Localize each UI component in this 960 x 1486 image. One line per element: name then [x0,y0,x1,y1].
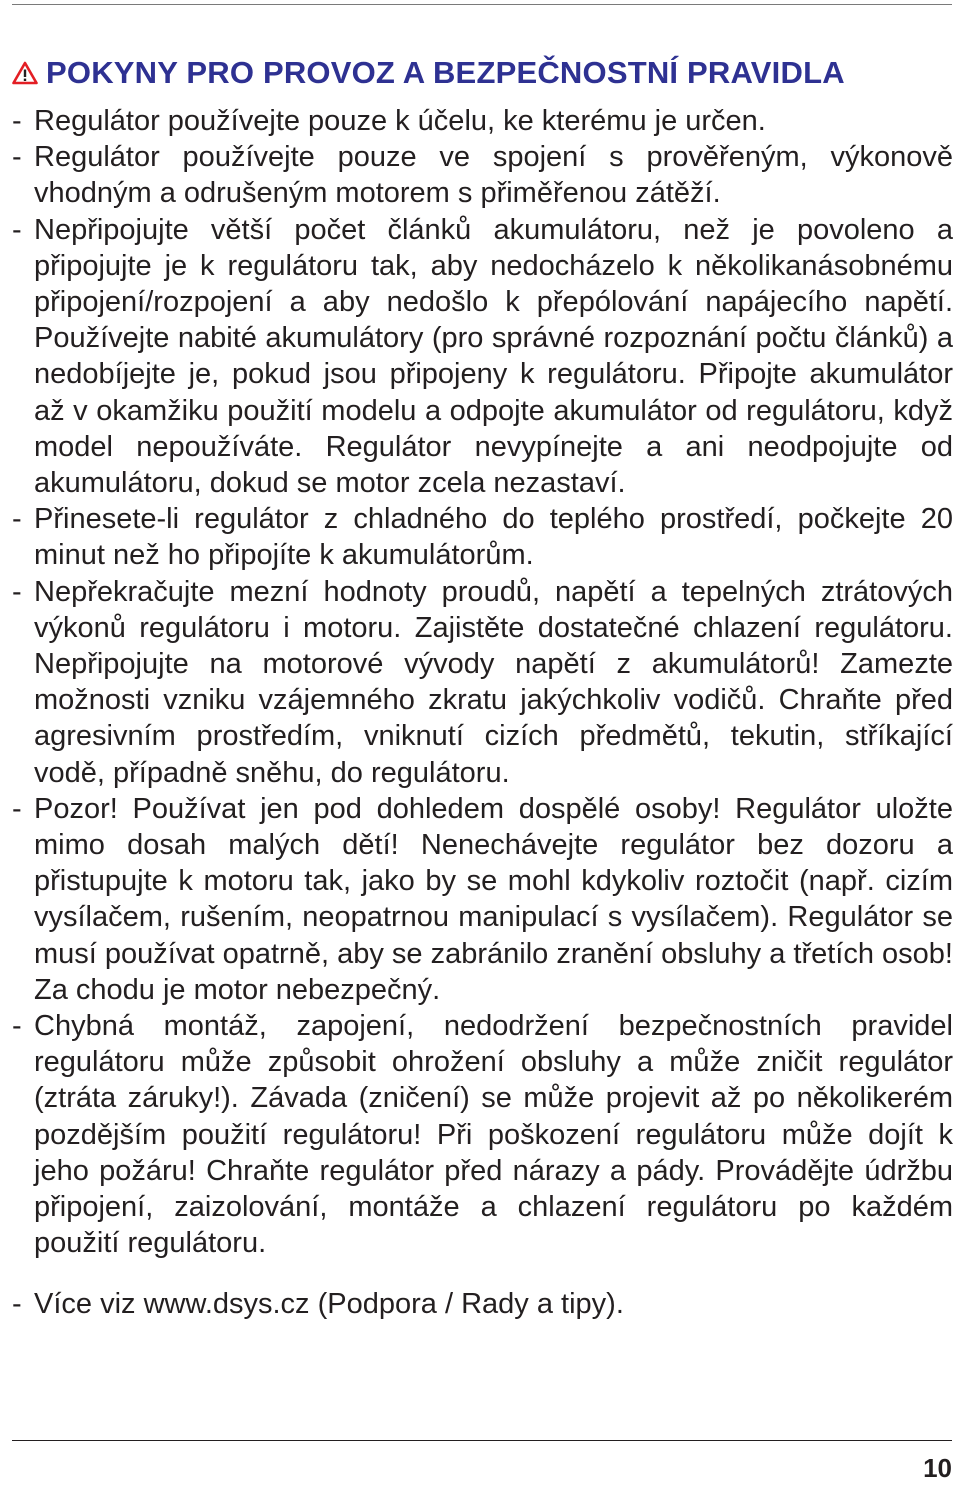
list-item-text: Nepřipojujte větší počet článků akumulátoru, než je povoleno a připojujte je k regulátoru tak, aby nedocházelo k několikanásobnému připojení/rozpojení a aby nedošlo k přepólování napájecího napětí. Používejte nabité akumulátory (pro správné rozpoznání počtu článků) a nedobíjejte je, pokud jsou připojeny k regulátoru. Připojte akumulátor až v okamžiku použití modelu a odpojte akumulátor od regulátoru, když model nepoužíváte. Regulátor nevypínejte a ani neodpojujte od akumulátoru, dokud se motor zcela nezastaví. [34,213,953,500]
section-title: POKYNY PRO PROVOZ A BEZPEČNOSTNÍ PRAVIDLA [46,55,845,90]
list-item-text: Přinesete-li regulátor z chladného do teplého prostředí, počkejte 20 minut než ho připojíte k akumulátorům. [34,503,953,572]
list-item-more-info [12,1286,953,1322]
list-dash: - [12,141,22,174]
list-dash: - [12,213,22,246]
page-number: 10 [923,1453,952,1483]
list-item [12,791,953,1008]
list-item-text: Nepřekračujte mezní hodnoty proudů, napětí a tepelných ztrátových výkonů regulátoru i motoru. Zajistěte dostatečné chlazení regulátoru. Nepřipojujte na motorové vývody napětí z akumulátorů! Zamezte možnosti vzniku vzájemného zkratu jakýchkoliv vodičů. Chraňte před agresivním prostředím, vniknutí cizích předmětů, tekutin, stříkající vodě, případně sněhu, do regulátoru. [34,575,953,789]
list-dash: - [12,105,22,137]
list-item [12,103,953,139]
footer-rule [12,1440,952,1441]
list-dash: - [12,575,22,608]
list-item [12,1008,953,1261]
list-item-text: Regulátor používejte pouze k účelu, ke kterému je určen. [34,105,766,137]
list-item-text: Chybná montáž, zapojení, nedodržení bezpečnostních pravidel regulátoru může způsobit ohrožení obsluhy a může zničit regulátor (ztráta záruky!). Závada (zničení) se může projevit až po několikerém pozdějším použití regulátoru! Při poškození regulátoru může dojít k jeho požáru! Chraňte regulátor před nárazy a pády. Provádějte údržbu připojení, zaizolování, montáže a chlazení regulátoru po každém použití regulátoru. [34,1010,953,1260]
list-item-text: Regulátor používejte pouze ve spojení s prověřeným, výkonově vhodným a odrušeným motorem s přiměřenou zátěží. [34,141,953,210]
list-item [12,212,953,502]
list-dash: - [12,792,22,825]
warning-triangle-icon [12,61,38,85]
list-dash: - [12,1010,22,1043]
top-rule [12,4,952,5]
list-dash: - [12,1287,22,1320]
list-item-text: Pozor! Používat jen pod dohledem dospělé osoby! Regulátor uložte mimo dosah malých dětí! Nenechávejte regulátor bez dozoru a přistupujte k motoru tak, jako by se mohl kdykoliv roztočit (např. cizím vysílačem, rušením, neopatrnou manipulací s vysílačem). Regulátor se musí používat opatrně, aby se zabránilo zranění obsluhy a třetích osob! Za chodu je motor nebezpečný. [34,792,953,1006]
list-dash: - [12,503,22,536]
more-info-text: Více viz www.dsys.cz (Podpora / Rady a tipy). [34,1287,624,1320]
list-item [12,574,953,791]
list-item [12,501,953,573]
list-item [12,139,953,211]
safety-rules-list [12,103,953,1322]
section-heading [12,55,952,91]
